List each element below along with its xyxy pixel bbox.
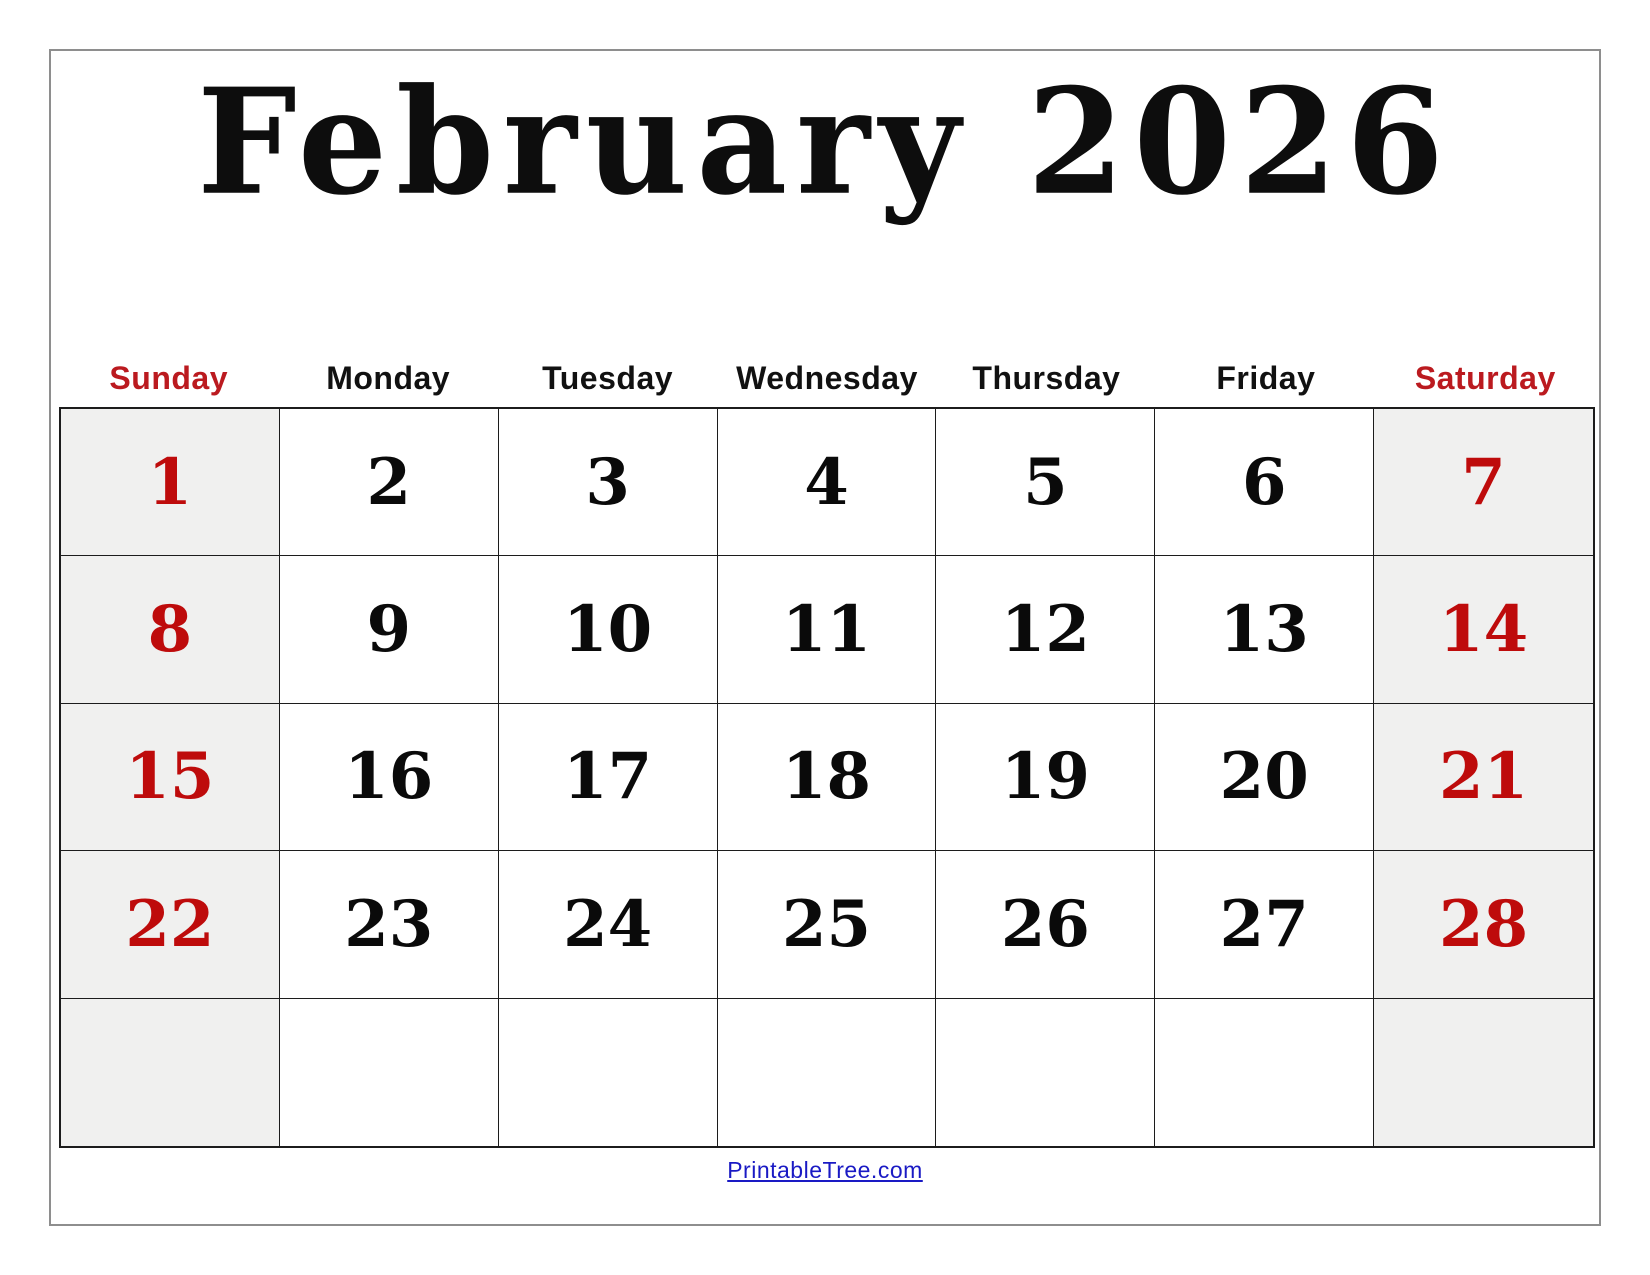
day-cell <box>718 999 937 1146</box>
weekday-header-tuesday: Tuesday <box>542 360 674 396</box>
day-cell: 17 <box>499 704 718 851</box>
day-cell: 8 <box>61 556 280 703</box>
day-cell: 6 <box>1155 409 1374 556</box>
day-cell: 19 <box>936 704 1155 851</box>
day-cell: 12 <box>936 556 1155 703</box>
footer <box>51 1157 1599 1184</box>
day-cell: 16 <box>280 704 499 851</box>
day-cell: 21 <box>1374 704 1593 851</box>
day-cell: 11 <box>718 556 937 703</box>
weekday-header-monday: Monday <box>326 360 451 396</box>
calendar-grid <box>59 407 1595 1148</box>
day-cell <box>280 999 499 1146</box>
weekday-header-row <box>59 340 1595 406</box>
day-cell <box>936 999 1155 1146</box>
day-cell: 9 <box>280 556 499 703</box>
weekday-header-wednesday: Wednesday <box>736 360 918 396</box>
day-cell: 7 <box>1374 409 1593 556</box>
weekday-header-saturday: Saturday <box>1414 360 1556 396</box>
weekday-header-friday: Friday <box>1216 360 1316 396</box>
footer-link[interactable]: PrintableTree.com <box>727 1157 923 1183</box>
day-cell <box>1155 999 1374 1146</box>
day-cell: 23 <box>280 851 499 998</box>
day-cell: 27 <box>1155 851 1374 998</box>
calendar-page <box>49 49 1601 1226</box>
weekday-header-thursday: Thursday <box>972 360 1121 396</box>
day-cell: 15 <box>61 704 280 851</box>
day-cell <box>499 999 718 1146</box>
day-cell <box>1374 999 1593 1146</box>
day-cell: 10 <box>499 556 718 703</box>
weekday-header-sunday: Sunday <box>109 360 228 396</box>
day-cell: 28 <box>1374 851 1593 998</box>
day-cell: 1 <box>61 409 280 556</box>
day-cell: 3 <box>499 409 718 556</box>
day-cell: 13 <box>1155 556 1374 703</box>
calendar-title: February 2026 <box>197 57 1453 229</box>
day-cell: 25 <box>718 851 937 998</box>
day-cell: 14 <box>1374 556 1593 703</box>
day-cell: 18 <box>718 704 937 851</box>
day-cell: 4 <box>718 409 937 556</box>
day-cell <box>61 999 280 1146</box>
day-cell: 5 <box>936 409 1155 556</box>
day-cell: 2 <box>280 409 499 556</box>
day-cell: 20 <box>1155 704 1374 851</box>
day-cell: 24 <box>499 851 718 998</box>
day-cell: 26 <box>936 851 1155 998</box>
day-cell: 22 <box>61 851 280 998</box>
